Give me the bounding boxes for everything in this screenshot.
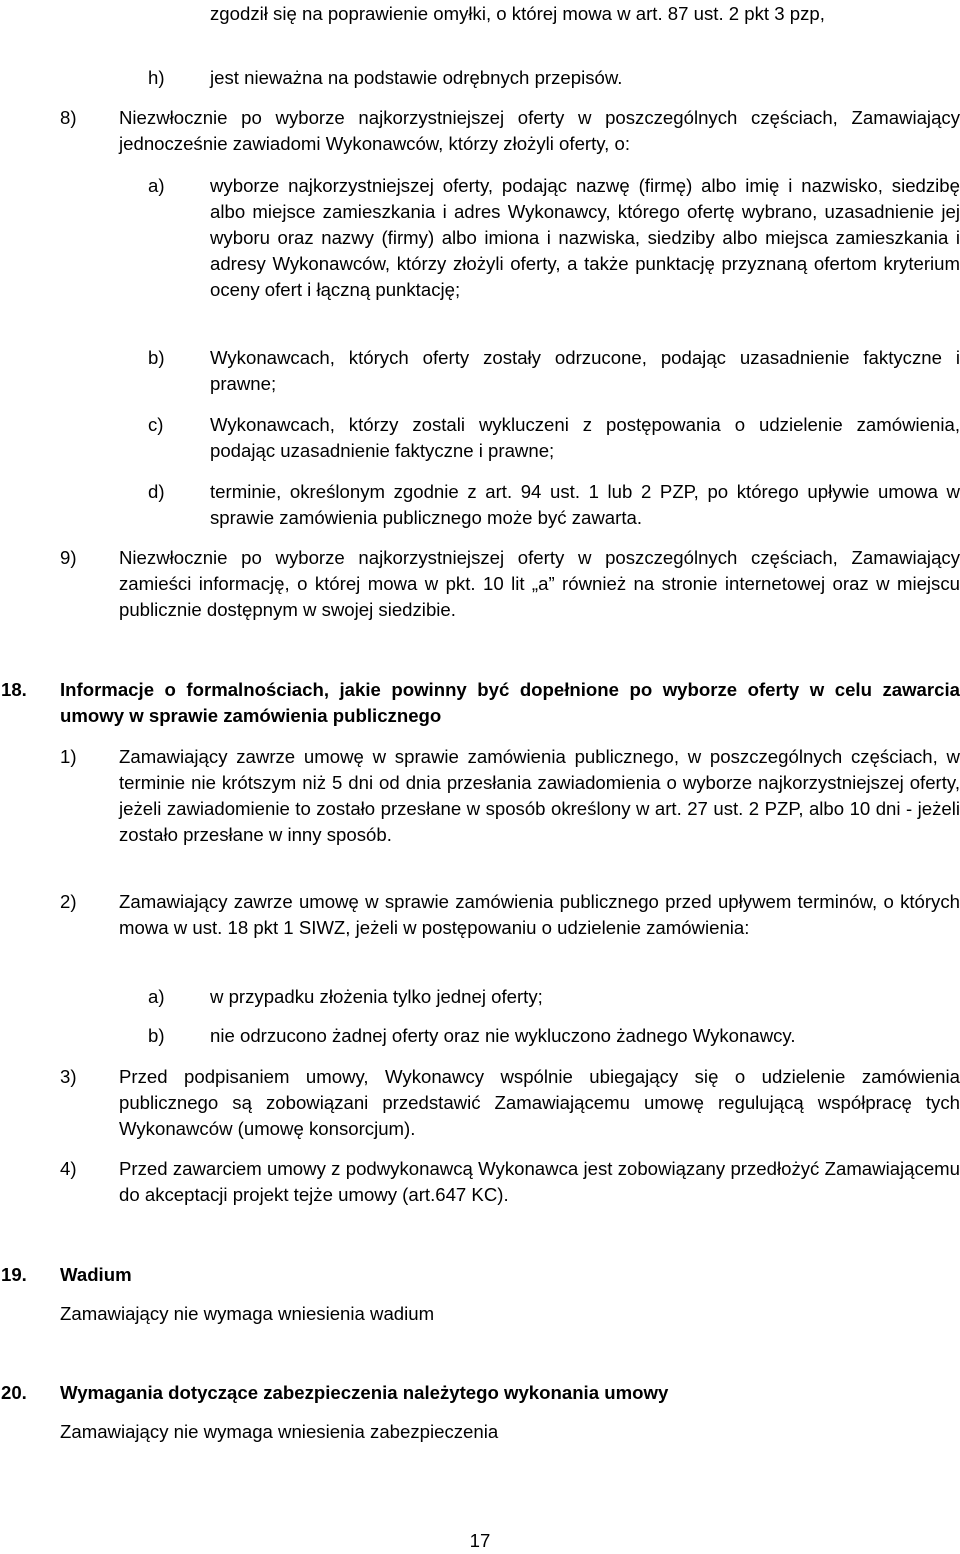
item-text: terminie, określonym zgodnie z art. 94 ust. 1 lub 2 PZP, po którego upływie umowa w sprawie zamówienia publicznego może być zawarta.	[210, 481, 960, 528]
item-label: c)	[148, 414, 164, 435]
item-h-text: jest nieważna na podstawie odrębnych przepisów.	[210, 67, 623, 88]
item-label: a)	[148, 986, 165, 1007]
point-9-text: Niezwłocznie po wyborze najkorzystniejszej oferty w poszczególnych częściach, Zamawiający zamieści informację, o której mowa w pkt. 10 lit „a” również na stronie internetowej oraz w miejscu publicznie dostępnym w swojej siedzibie.	[119, 547, 960, 620]
item-text: nie odrzucono żadnej oferty oraz nie wykluczono żadnego Wykonawcy.	[210, 1025, 796, 1046]
item-label: d)	[148, 481, 165, 502]
section-title: Wymagania dotyczące zabezpieczenia należytego wykonania umowy	[60, 1382, 669, 1403]
page-number: 17	[469, 1530, 491, 1551]
item-g-continuation: zgodził się na poprawienie omyłki, o której mowa w art. 87 ust. 2 pkt 3 pzp,	[210, 3, 825, 24]
item-text: Wykonawcach, którzy zostali wykluczeni z postępowania o udzielenie zamówienia, podając uzasadnienie faktyczne i prawne;	[210, 414, 960, 461]
section-title: Informacje o formalnościach, jakie powinny być dopełnione po wyborze oferty w celu zawarcia umowy w sprawie zamówienia publicznego	[60, 679, 960, 726]
item-h-label: h)	[148, 67, 165, 88]
point-label: 3)	[60, 1066, 77, 1087]
section-19-text: Zamawiający nie wymaga wniesienia wadium	[60, 1303, 435, 1324]
item-text: Wykonawcach, których oferty zostały odrzucone, podając uzasadnienie faktyczne i prawne;	[210, 347, 960, 394]
section-number: 18.	[1, 679, 27, 700]
item-text: wyborze najkorzystniejszej oferty, podając nazwę (firmę) albo imię i nazwisko, siedzibę albo miejsce zamieszkania i adres Wykonawcy, którego ofertę wybrano, uzasadnienie jej wyboru oraz nazwy (firmy) albo imiona i nazwiska, siedziby albo miejsca zamieszkania i adresy Wykonawców, którzy złożyli oferty, a także punktację przyznaną ofertom kryterium oceny ofert i łączną punktację;	[210, 175, 960, 300]
point-9-label: 9)	[60, 547, 77, 568]
section-number: 19.	[1, 1264, 27, 1285]
point-label: 4)	[60, 1158, 77, 1179]
point-text: Przed zawarciem umowy z podwykonawcą Wykonawca jest zobowiązany przedłożyć Zamawiającemu do akceptacji projekt tejże umowy (art.647 KC).	[119, 1158, 960, 1205]
item-label: b)	[148, 1025, 165, 1046]
item-label: b)	[148, 347, 165, 368]
section-number: 20.	[1, 1382, 27, 1403]
point-label: 2)	[60, 891, 77, 912]
point-8-label: 8)	[60, 107, 77, 128]
item-label: a)	[148, 175, 165, 196]
point-text: Zamawiający zawrze umowę w sprawie zamówienia publicznego, w poszczególnych częściach, w terminie nie krótszym niż 5 dni od dnia przesłania zawiadomienia o wyborze najkorzystniejszej oferty, jeżeli zawiadomienie to zostało przesłane w sposób określony w art. 27 ust. 2 PZP, albo 10 dni - jeżeli zostało przesłane w inny sposób.	[119, 746, 960, 845]
point-text: Przed podpisaniem umowy, Wykonawcy wspólnie ubiegający się o udzielenie zamówienia publicznego są zobowiązani przedstawić Zamawiającemu umowę regulującą współpracę tych Wykonawców (umowę konsorcjum).	[119, 1066, 960, 1139]
section-title: Wadium	[60, 1264, 132, 1285]
point-text: Zamawiający zawrze umowę w sprawie zamówienia publicznego przed upływem terminów, o których mowa w ust. 18 pkt 1 SIWZ, jeżeli w postępowaniu o udzielenie zamówienia:	[119, 891, 960, 938]
section-20-text: Zamawiający nie wymaga wniesienia zabezpieczenia	[60, 1421, 499, 1442]
point-8-text: Niezwłocznie po wyborze najkorzystniejszej oferty w poszczególnych częściach, Zamawiający jednocześnie zawiadomi Wykonawców, którzy złożyli oferty, o:	[119, 107, 960, 154]
point-label: 1)	[60, 746, 77, 767]
item-text: w przypadku złożenia tylko jednej oferty;	[210, 986, 543, 1007]
